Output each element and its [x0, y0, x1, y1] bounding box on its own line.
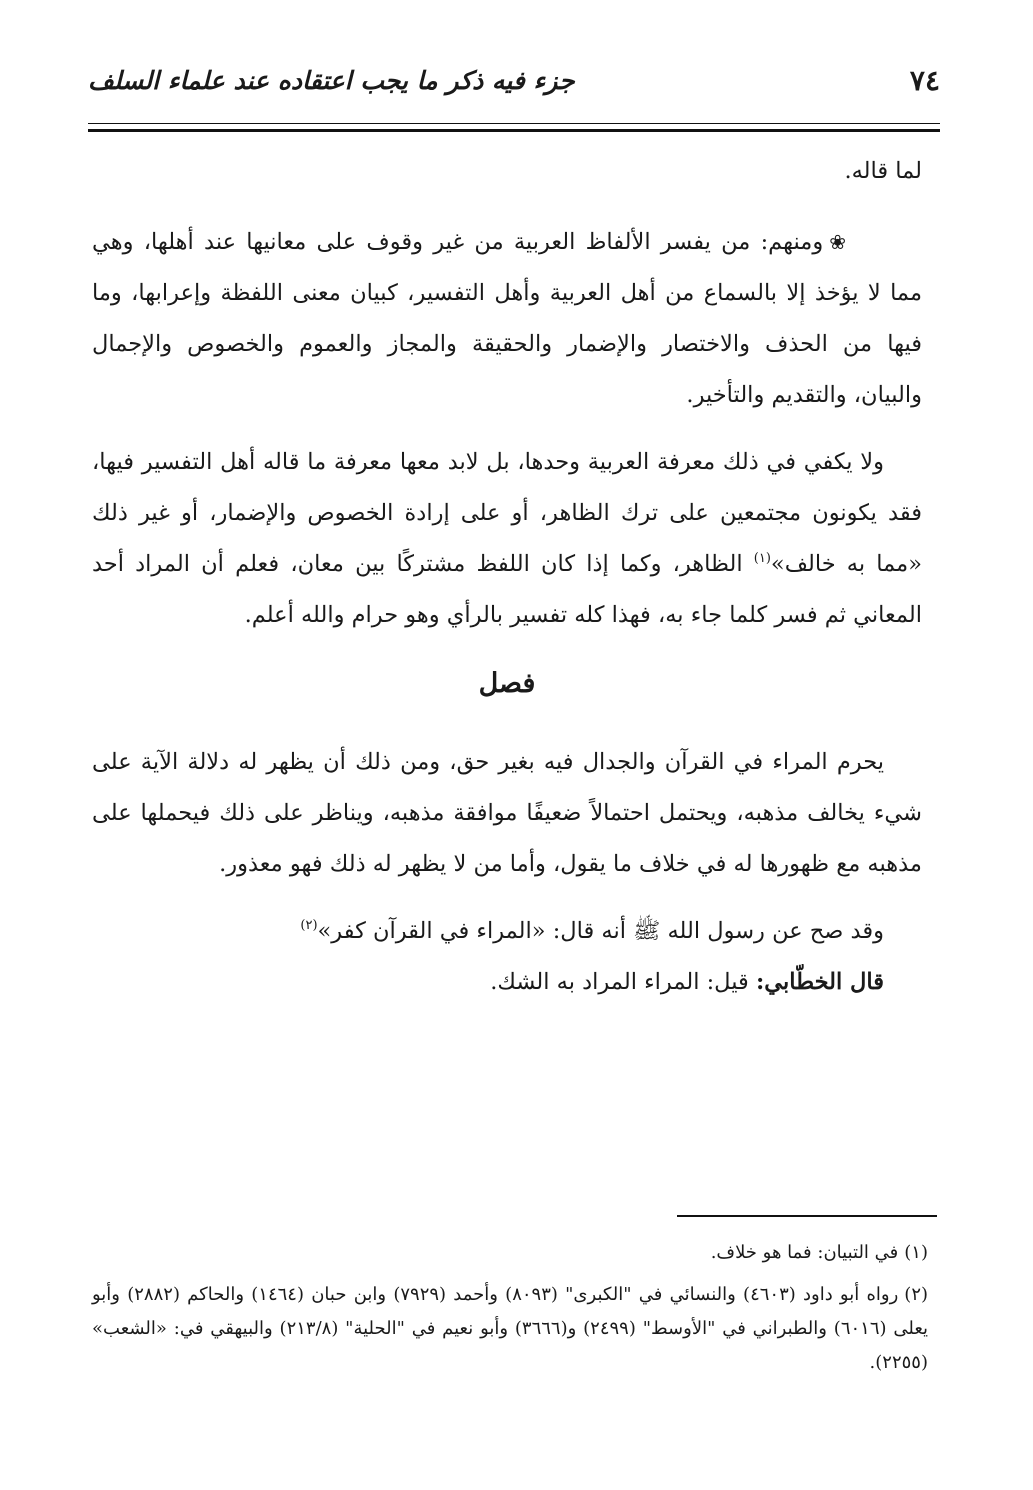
paragraph-4-text: وقد صح عن رسول الله ﷺ أنه قال: «المراء في القرآن كفر»	[317, 918, 884, 944]
paragraph-3: يحرم المراء في القرآن والجدال فيه بغير حق، ومن ذلك أن يظهر له دلالة الآية على شيء يخالف مذهبه، ويحتمل احتمالاً ضعيفًا موافقة مذهبه، ويناظر على ذلك فيحملها على مذهبه مع ظهورها له في خلاف ما يقول، وأما من لا يظهر له ذلك فهو معذور.	[92, 749, 922, 877]
footnote-2-text: رواه أبو داود (٤٦٠٣) والنسائي في "الكبرى" (٨٠٩٣) وأحمد (٧٩٢٩) وابن حبان (١٤٦٤) والحاكم (٢٨٨٢) وأبو يعلى (٦٠١٦) والطبراني في "الأوسط" (٢٤٩٩) و(٣٦٦٦) وأبو نعيم في "الحلية" (٢١٣/٨) والبيهقي في: «الشعب» (٢٢٥٥).	[92, 1284, 929, 1373]
main-text	[92, 146, 922, 1008]
paragraph-5-text: قيل: المراء المراد به الشك.	[490, 969, 756, 995]
section-heading: فصل	[478, 668, 536, 699]
footnote-rule	[677, 1215, 937, 1217]
footnote-ref-1: (١)	[753, 551, 771, 566]
running-header	[88, 62, 940, 102]
paragraph-5	[92, 957, 922, 1008]
footnote-1-text: في التبيان: فما هو خلاف.	[710, 1242, 899, 1263]
footnote-1-number: (١)	[904, 1242, 928, 1263]
header-rule-thin	[88, 123, 940, 124]
footnotes	[92, 1236, 928, 1388]
paragraph-2-text-b: الظاهر، وكما إذا كان اللفظ مشتركًا بين معان، فعلم أن المراد أحد المعاني ثم فسر كلما جاء به، فهذا كله تفسير بالرأي وهو حرام والله أعلم.	[92, 551, 922, 628]
paragraph-4	[92, 906, 922, 957]
footnote-1	[92, 1236, 928, 1270]
running-title: جزء فيه ذكر ما يجب اعتقاده عند علماء السلف	[88, 66, 575, 95]
paragraph-2	[92, 437, 922, 641]
paragraph-2-text-a: ولا يكفي في ذلك معرفة العربية وحدها، بل لابد معها معرفة ما قاله أهل التفسير فيها، فقد يكونون مجتمعين على ترك الظاهر، أو على إرادة الخصوص والإضمار، أو غير ذلك «مما به خالف»	[92, 449, 922, 577]
flower-icon: ❀	[829, 230, 846, 254]
page-number: ٧٤	[909, 64, 940, 97]
footnote-ref-2: (٢)	[300, 918, 318, 933]
footnote-2-number: (٢)	[904, 1284, 929, 1305]
header-rule-thick	[88, 129, 940, 132]
paragraph-1	[92, 217, 922, 421]
lead-line: لما قاله.	[844, 158, 922, 184]
paragraph-1-text: ومنهم: من يفسر الألفاظ العربية من غير وقوف على معانيها عند أهلها، وهي مما لا يؤخذ إلا بالسماع من أهل العربية وأهل التفسير، كبيان معنى اللفظة وإعرابها، وما فيها من الحذف والاختصار والإضمار والحقيقة والمجاز والعموم والخصوص والإجمال والبيان، والتقديم والتأخير.	[92, 229, 922, 408]
paragraph-5-lead: قال الخطّابي:	[755, 969, 884, 995]
footnote-2	[92, 1278, 928, 1380]
